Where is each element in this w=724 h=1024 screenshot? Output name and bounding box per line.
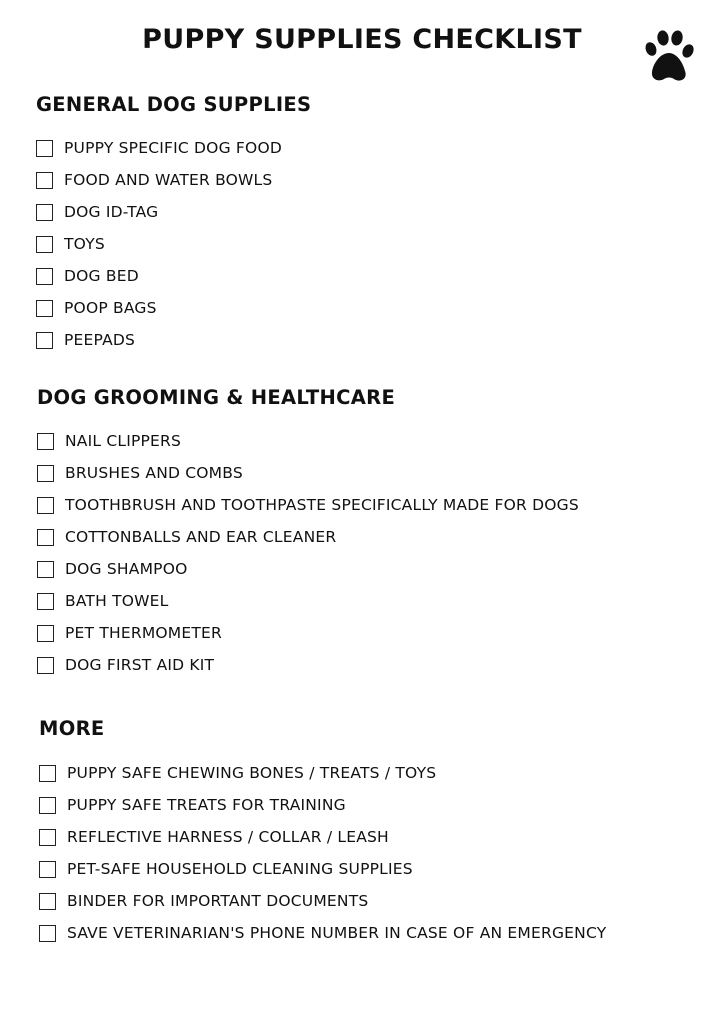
- item-label: PEEPADS: [64, 331, 136, 349]
- checkbox[interactable]: [36, 268, 53, 285]
- checklist-item[interactable]: [37, 559, 188, 579]
- checkbox[interactable]: [37, 561, 54, 578]
- section-general-dog-supplies: [0, 93, 724, 349]
- checklist-item[interactable]: [37, 463, 243, 483]
- item-label: BRUSHES AND COMBS: [65, 464, 243, 482]
- item-label: SAVE VETERINARIAN'S PHONE NUMBER IN CASE OF AN EMERGENCY: [67, 924, 607, 942]
- checklist-item[interactable]: [36, 234, 105, 254]
- item-label: DOG SHAMPOO: [65, 560, 188, 578]
- checklist-item[interactable]: [36, 330, 135, 350]
- item-label: NAIL CLIPPERS: [65, 432, 182, 450]
- checkbox[interactable]: [37, 433, 54, 450]
- item-label: DOG FIRST AID KIT: [65, 656, 215, 674]
- checklist-item[interactable]: [37, 431, 181, 451]
- item-label: PUPPY SAFE CHEWING BONES / TREATS / TOYS: [67, 764, 437, 782]
- item-label: FOOD AND WATER BOWLS: [64, 171, 273, 189]
- checkbox[interactable]: [36, 300, 53, 317]
- checkbox[interactable]: [39, 925, 56, 942]
- checkbox[interactable]: [39, 893, 56, 910]
- checklist-item[interactable]: [36, 138, 282, 158]
- section-dog-grooming-healthcare: [0, 386, 724, 674]
- item-label: POOP BAGS: [64, 299, 157, 317]
- checklist-item[interactable]: [37, 655, 214, 675]
- checklist-item[interactable]: [37, 623, 222, 643]
- checklist-item[interactable]: [37, 591, 169, 611]
- checkbox[interactable]: [37, 657, 54, 674]
- checkbox[interactable]: [36, 332, 53, 349]
- item-label: PET THERMOMETER: [65, 624, 222, 642]
- checklist-item[interactable]: [39, 763, 436, 783]
- checklist-item[interactable]: [36, 266, 139, 286]
- checkbox[interactable]: [36, 172, 53, 189]
- checklist-item[interactable]: [36, 298, 157, 318]
- checklist-item[interactable]: [36, 170, 272, 190]
- checklist-item[interactable]: [39, 795, 346, 815]
- item-label: PUPPY SAFE TREATS FOR TRAINING: [67, 796, 346, 814]
- checkbox[interactable]: [36, 204, 53, 221]
- checklist-item[interactable]: [39, 891, 368, 911]
- item-label: TOYS: [64, 235, 105, 253]
- checklist-item[interactable]: [36, 202, 158, 222]
- checkbox[interactable]: [39, 797, 56, 814]
- checklist-item[interactable]: [39, 859, 413, 879]
- section-heading: DOG GROOMING & HEALTHCARE: [37, 386, 396, 409]
- checkbox[interactable]: [39, 765, 56, 782]
- item-label: PUPPY SPECIFIC DOG FOOD: [64, 139, 282, 157]
- item-label: BATH TOWEL: [65, 592, 169, 610]
- item-label: DOG ID-TAG: [64, 203, 159, 221]
- checklist-item[interactable]: [37, 495, 579, 515]
- checklist-item[interactable]: [39, 923, 606, 943]
- page-title: PUPPY SUPPLIES CHECKLIST: [142, 24, 582, 55]
- checkbox[interactable]: [37, 465, 54, 482]
- checkbox[interactable]: [37, 497, 54, 514]
- checkbox[interactable]: [39, 861, 56, 878]
- item-label: PET-SAFE HOUSEHOLD CLEANING SUPPLIES: [67, 860, 413, 878]
- checkbox[interactable]: [37, 593, 54, 610]
- item-label: DOG BED: [64, 267, 139, 285]
- checklist-item[interactable]: [39, 827, 389, 847]
- section-heading: MORE: [39, 717, 105, 740]
- checklist-item[interactable]: [37, 527, 336, 547]
- checkbox[interactable]: [37, 625, 54, 642]
- checkbox[interactable]: [36, 236, 53, 253]
- paw-print-icon: [640, 27, 698, 85]
- item-label: BINDER FOR IMPORTANT DOCUMENTS: [67, 892, 369, 910]
- item-label: COTTONBALLS AND EAR CLEANER: [65, 528, 337, 546]
- section-more: [0, 717, 724, 942]
- checkbox[interactable]: [36, 140, 53, 157]
- item-label: TOOTHBRUSH AND TOOTHPASTE SPECIFICALLY MADE FOR DOGS: [65, 496, 579, 514]
- checkbox[interactable]: [39, 829, 56, 846]
- item-label: REFLECTIVE HARNESS / COLLAR / LEASH: [67, 828, 389, 846]
- checkbox[interactable]: [37, 529, 54, 546]
- section-heading: GENERAL DOG SUPPLIES: [36, 93, 312, 116]
